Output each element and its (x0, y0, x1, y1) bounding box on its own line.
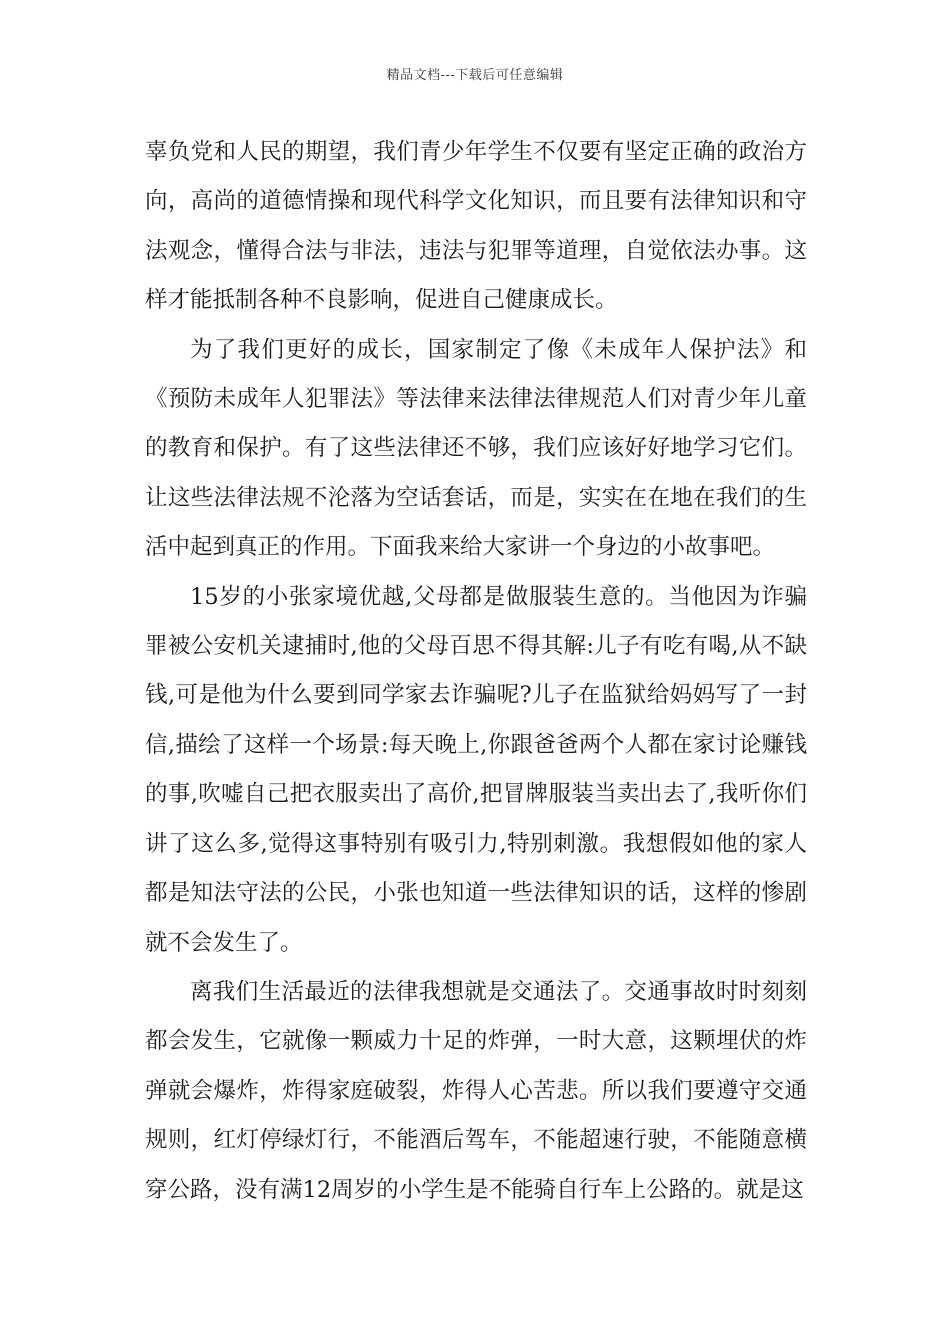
page-header: 精品文档---下载后可任意编辑 (386, 68, 564, 83)
document-body (145, 128, 807, 1215)
paragraph-4: 离我们生活最近的法律我想就是交通法了。交通事故时时刻刻都会发生，它就像一颗威力十足的炸弹，一时大意，这颗埋伏的炸弹就会爆炸，炸得家庭破裂，炸得人心苦悲。所以我们要遵守交通规则，红灯停绿灯行，不能酒后驾车，不能超速行驶，不能随意横穿公路，没有满12周岁的小学生是不能骑自行车上公路的。就是这 (145, 978, 807, 1203)
paragraph-3: 15岁的小张家境优越,父母都是做服装生意的。当他因为诈骗罪被公安机关逮捕时,他的父母百思不得其解:儿子有吃有喝,从不缺钱,可是他为什么要到同学家去诈骗呢?儿子在监狱给妈妈写了一封信,描绘了这样一个场景:每天晚上,你跟爸爸两个人都在家讨论赚钱的事,吹嘘自己把衣服卖出了高价,把冒牌服装当卖出去了,我听你们讲了这么多,觉得这事特别有吸引力,特别刺激。我想假如他的家人都是知法守法的公民，小张也知道一些法律知识的话，这样的惨剧就不会发生了。 (145, 583, 807, 956)
paragraph-1: 辜负党和人民的期望，我们青少年学生不仅要有坚定正确的政治方向，高尚的道德情操和现代科学文化知识，而且要有法律知识和守法观念，懂得合法与非法，违法与犯罪等道理，自觉依法办事。这样才能抵制各种不良影响，促进自己健康成长。 (145, 139, 807, 314)
paragraph-2: 为了我们更好的成长，国家制定了像《未成年人保护法》和《预防未成年人犯罪法》等法律来法律法律规范人们对青少年儿童的教育和保护。有了这些法律还不够，我们应该好好地学习它们。让这些法律法规不沦落为空话套话，而是，实实在在地在我们的生活中起到真正的作用。下面我来给大家讲一个身边的小故事吧。 (145, 336, 807, 561)
